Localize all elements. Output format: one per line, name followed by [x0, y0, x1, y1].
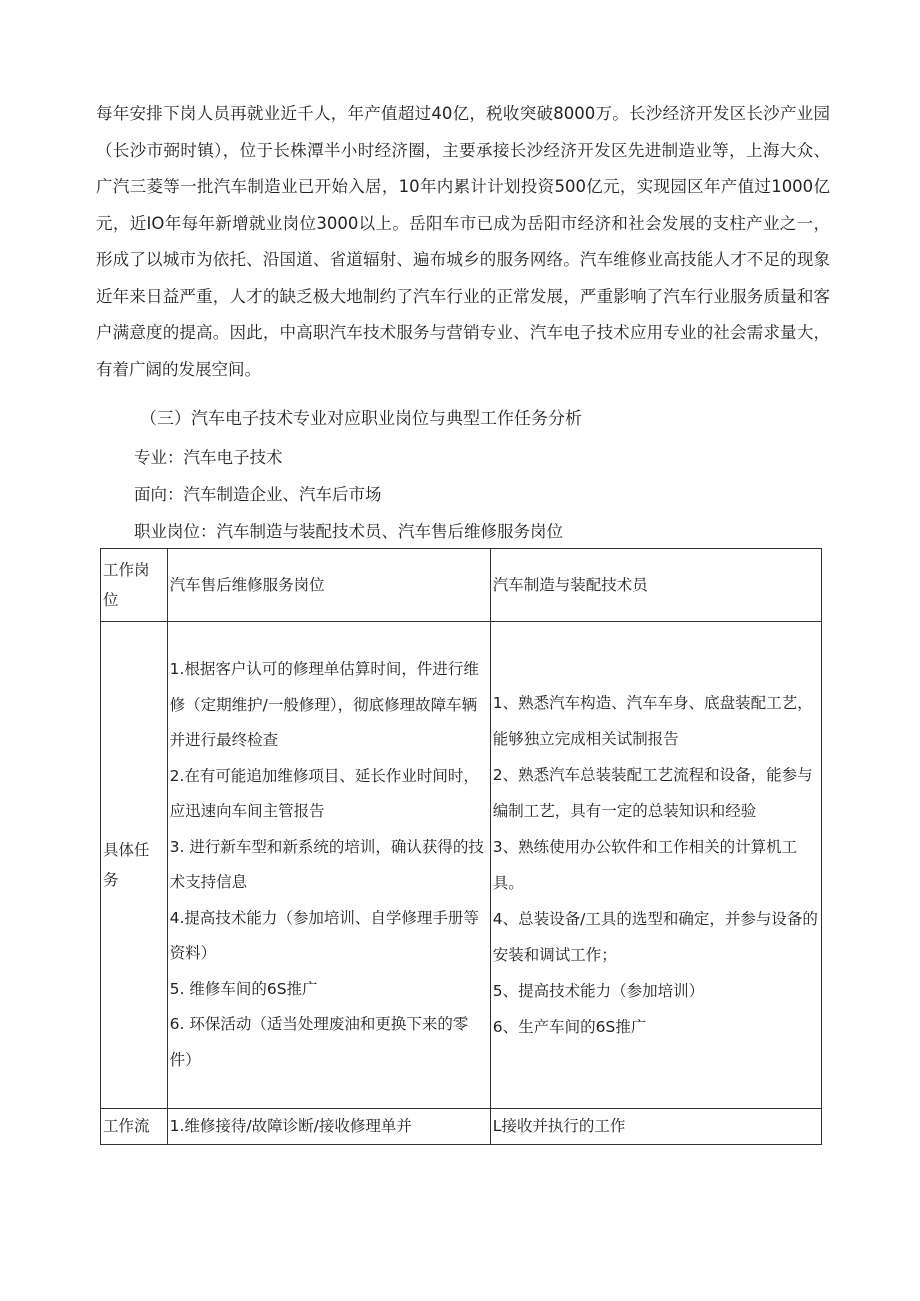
- task-item-a-3: 3. 进行新车型和新系统的培训，确认获得的技术支持信息: [169, 837, 484, 891]
- task-item-a-1: 1.根据客户认可的修理单估算时间，件进行维修（定期维护/一般修理），彻底修理故障车辆并进行最终检查: [169, 660, 479, 749]
- task-item-a-4: 4.提高技术能力（参加培训、自学修理手册等资料）: [169, 908, 479, 962]
- task-item-b-5: 5、提高技术能力（参加培训）: [492, 982, 705, 1000]
- intro-paragraph: [96, 96, 830, 388]
- positions-line: 职业岗位：汽车制造与装配技术员、汽车售后维修服务岗位: [134, 522, 563, 541]
- task-item-a-5: 5. 维修车间的6S推广: [169, 979, 318, 998]
- table-header-row: [101, 549, 822, 622]
- task-item-b-4: 4、总装设备/工具的选型和确定，并参与设备的安装和调试工作；: [492, 910, 818, 964]
- header-col-b: 汽车制造与装配技术员: [490, 549, 821, 622]
- tasks-label: 具体任务: [103, 841, 150, 889]
- intro-text: 每年安排下岗人员再就业近千人，年产值超过40亿，税收突破8000万。长沙经济开发区长沙产业园（长沙市弼时镇），位于长株潭半小时经济圈，主要承接长沙经济开发区先进制造业等，上海大众、广汽三菱等一批汽车制造业已开始入居，10年内累计计划投资500亿元，实现园区年产值过1000亿元，近IO年每年新增就业岗位3000以上。岳阳车市已成为岳阳市经济和社会发展的支柱产业之一，形成了以城市为依托、沿国道、省道辐射、遍布城乡的服务网络。汽车维修业高技能人才不足的现象近年来日益严重，人才的缺乏极大地制约了汽车行业的正常发展，严重影响了汽车行业服务质量和客户满意度的提高。因此，中高职汽车技术服务与营销专业、汽车电子技术应用专业的社会需求量大，有着广阔的发展空间。: [96, 104, 830, 379]
- flow-col-a: 1.维修接待/故障诊断/接收修理单并: [167, 1109, 490, 1145]
- task-item-b-3: 3、熟练使用办公软件和工作相关的计算机工具。: [492, 838, 798, 892]
- flow-row: [101, 1109, 822, 1145]
- task-item-b-6: 6、生产车间的6S推广: [492, 1018, 647, 1036]
- task-item-a-2: 2.在有可能追加维修项目、延长作业时间时，应迅速向车间主管报告: [169, 766, 479, 820]
- task-item-b-2: 2、熟悉汽车总装装配工艺流程和设备，能参与编制工艺，具有一定的总装知识和经验: [492, 766, 813, 820]
- header-col-a: 汽车售后维修服务岗位: [167, 549, 490, 622]
- task-item-a-6: 6. 环保活动（适当处理废油和更换下来的零件）: [169, 1015, 469, 1069]
- tasks-col-b-cell: [490, 622, 821, 1109]
- section-heading: （三）汽车电子技术专业对应职业岗位与典型工作任务分析: [140, 409, 582, 429]
- tasks-label-cell: [101, 622, 168, 1109]
- flow-col-b: L接收并执行的工作: [490, 1109, 821, 1145]
- flow-label: 工作流: [101, 1109, 168, 1145]
- header-label-cell: [101, 549, 168, 622]
- major-line: 专业：汽车电子技术: [134, 448, 283, 467]
- task-item-b-1: 1、熟悉汽车构造、汽车车身、底盘装配工艺，能够独立完成相关试制报告: [492, 694, 813, 748]
- orientation-line: 面向：汽车制造企业、汽车后市场: [134, 485, 382, 504]
- tasks-col-a-cell: [167, 622, 490, 1109]
- header-label: 工作岗位: [103, 561, 150, 609]
- tasks-row: [101, 622, 822, 1109]
- job-task-table: [100, 548, 822, 1145]
